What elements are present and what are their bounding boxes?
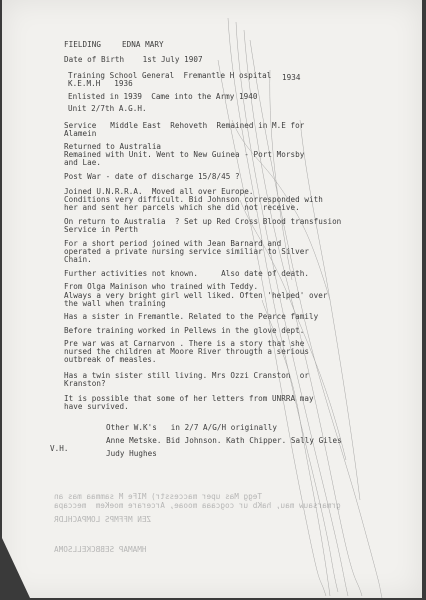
return-line-1: On return to Australia ? Set up Red Cross Blood transfusion — [64, 217, 342, 226]
bleed-through-line-4: HMAMAP SEBBCKELLSOMA — [54, 545, 147, 554]
twin-line-1: Has a twin sister still living. Mrs Ozzi Cranston or — [64, 371, 309, 380]
nursing-line-3: Chain. — [64, 255, 92, 264]
olga-line-3: the wall when training — [64, 299, 166, 308]
unit: Unit 2/7th A.G.H. — [68, 104, 147, 113]
enlisted: Enlisted in 1939 Came into the Army 1940 — [68, 92, 258, 101]
document-page — [2, 0, 422, 598]
date-of-birth: Date of Birth 1st July 1907 — [64, 55, 203, 64]
sister-line: Has a sister in Fremantle. Related to the Pearce family — [64, 312, 319, 321]
training-school: Training School General Fremantle H ospital — [68, 71, 272, 80]
names-line-1: Anne Metske. Bid Johnson. Kath Chipper. Sally Giles — [106, 436, 342, 445]
prewar-line-2: nursed the children at Moore River througth a serious — [64, 347, 309, 356]
bleed-through-line-1: Tegg Mas uper maccesstr) MIFe M sammaa mas an — [54, 492, 262, 501]
return-line-2: Service in Perth — [64, 225, 138, 234]
unrra-line-2: Conditions very difficult. Bid Johnson corresponded with — [64, 195, 323, 204]
unrra-line-3: her and sent her parcels which she did not receive. — [64, 203, 300, 212]
before-line: Before training worked in Pellews in the glove dept. — [64, 326, 305, 335]
training-year: 1934 — [282, 73, 301, 82]
training-kemh: K.E.M.H 1936 — [68, 79, 133, 88]
service-line-2: Alamein — [64, 129, 97, 138]
further-line: Further activities not known. Also date of death. — [64, 269, 309, 278]
service-line-1: Service Middle East Rehoveth Remained in M.E for — [64, 121, 305, 130]
bleed-through-line-2: grmarsauw mau, haKb ur cogcaaa mooae, Arcerare moeKem meccapa — [54, 501, 341, 510]
returned-line: Returned to Australia — [64, 142, 162, 151]
nursing-line-2: operated a private nursing service similiar to Silver — [64, 247, 309, 256]
names-line-2: Judy Hughes — [106, 449, 157, 458]
letters-line-1: It is possible that some of her letters from UNRRA may — [64, 394, 314, 403]
bleed-through-line-3: ZEN MFFMPS LOMPACHLDR — [54, 515, 152, 524]
olga-line-2: Always a very bright girl well liked. Often 'helped' over — [64, 291, 328, 300]
prewar-line-1: Pre war was at Carnarvon . There is a story that she — [64, 339, 305, 348]
surname: FIELDING — [64, 40, 101, 49]
other-wks-line: Other W.K's in 2/7 A/G/H originally — [106, 423, 278, 432]
olga-line-1: From Olga Mainison who trained with Teddy. — [64, 282, 259, 291]
nursing-line-1: For a short period joined with Jean Barnard and — [64, 239, 282, 248]
post-war-line: Post War - date of discharge 15/8/45 ? — [64, 172, 240, 181]
torn-corner — [2, 538, 30, 598]
lae-line: and Lae. — [64, 158, 101, 167]
twin-line-2: Kranston? — [64, 379, 106, 388]
unrra-line-1: Joined U.N.R.R.A. Moved all over Europe. — [64, 187, 254, 196]
given-names: EDNA MARY — [122, 40, 164, 49]
vh-initials: V.H. — [50, 444, 69, 453]
remained-line: Remained with Unit. Went to New Guinea - Port Morsby — [64, 150, 305, 159]
letters-line-2: have survived. — [64, 402, 129, 411]
prewar-line-3: outbreak of measles. — [64, 355, 157, 364]
